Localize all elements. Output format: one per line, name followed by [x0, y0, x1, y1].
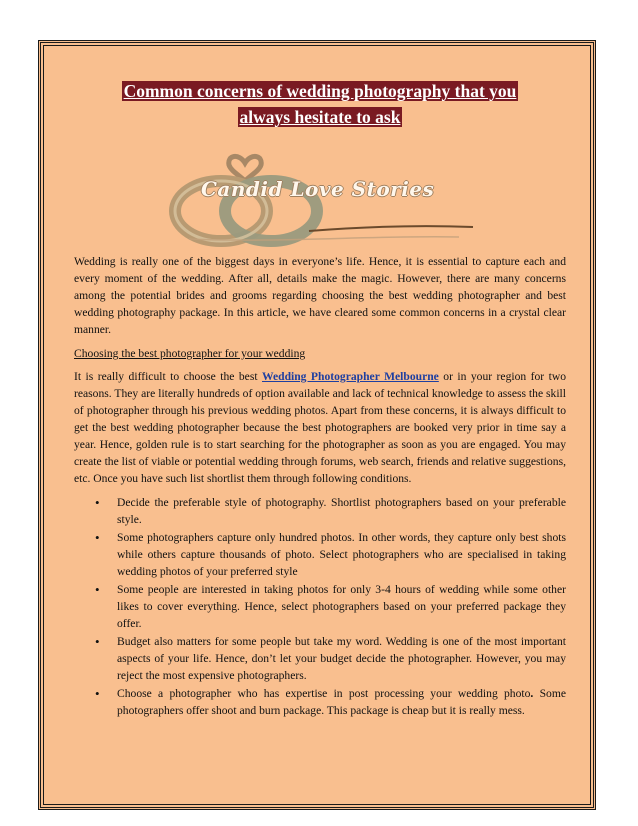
list-item: • Decide the preferable style of photography. Shortlist photographers based on your preferable style. — [117, 494, 566, 528]
candid-love-stories-logo — [159, 139, 479, 251]
list-item-text: Choose a photographer who has expertise in post processing your wedding photo — [117, 687, 531, 700]
logo-text: Candid Love Stories — [201, 177, 435, 201]
section-paragraph — [74, 368, 566, 487]
list-item-period: . — [530, 687, 534, 700]
conditions-list — [74, 494, 566, 719]
list-item — [117, 685, 566, 719]
page-title — [89, 78, 551, 130]
section-text-after-link: or in your region for two reasons. They are literally hundreds of option available and lack of technical knowledge to assess the skill of photographer through his previous wedding photos. Apart from these concerns, it is always difficult to get the best wedding photographer because the best photographers are booked very prior in time say a year. Hence, golden rule is to start searching for the photographer as soon as you are engaged. You may create the list of viable or potential wedding through forums, web search, friends and relative suggestions, etc. Once you have such list shortlist them through following conditions. — [74, 370, 566, 485]
title-line-2: always hesitate to ask — [239, 107, 401, 127]
wedding-photographer-melbourne-link[interactable]: Wedding Photographer Melbourne — [262, 370, 439, 383]
article-body — [74, 253, 566, 720]
list-item: • Some photographers capture only hundred photos. In other words, they capture only best shots while others capture thousands of photo. Select photographers who are specialised in taking wedding photos of your preferred style — [117, 529, 566, 580]
list-item-text: Some photographers offer shoot and burn package. This package is cheap but it is really mess. — [117, 687, 566, 717]
list-item: • Some people are interested in taking photos for only 3-4 hours of wedding while some other likes to cover everything. Hence, select photographers based on your preferred package they offer. — [117, 581, 566, 632]
section-heading: Choosing the best photographer for your wedding — [74, 347, 306, 360]
list-item: • Budget also matters for some people but take my word. Wedding is one of the most important aspects of your life. Hence, don’t let your budget decide the photographer. However, you may reject the most expensive photographers. — [117, 633, 566, 684]
intro-paragraph: Wedding is really one of the biggest days in everyone’s life. Hence, it is essential to capture each and every moment of the wedding. After all, details make the magic. However, there are many concerns among the potential brides and grooms regarding choosing the best wedding photographer and best wedding photography package. In this article, we have cleared some common concerns in a crystal clear manner. — [74, 255, 566, 336]
document-page — [38, 40, 596, 810]
title-line-1: Common concerns of wedding photography that you — [123, 81, 517, 101]
section-text-before-link: It is really difficult to choose the best — [74, 370, 263, 383]
